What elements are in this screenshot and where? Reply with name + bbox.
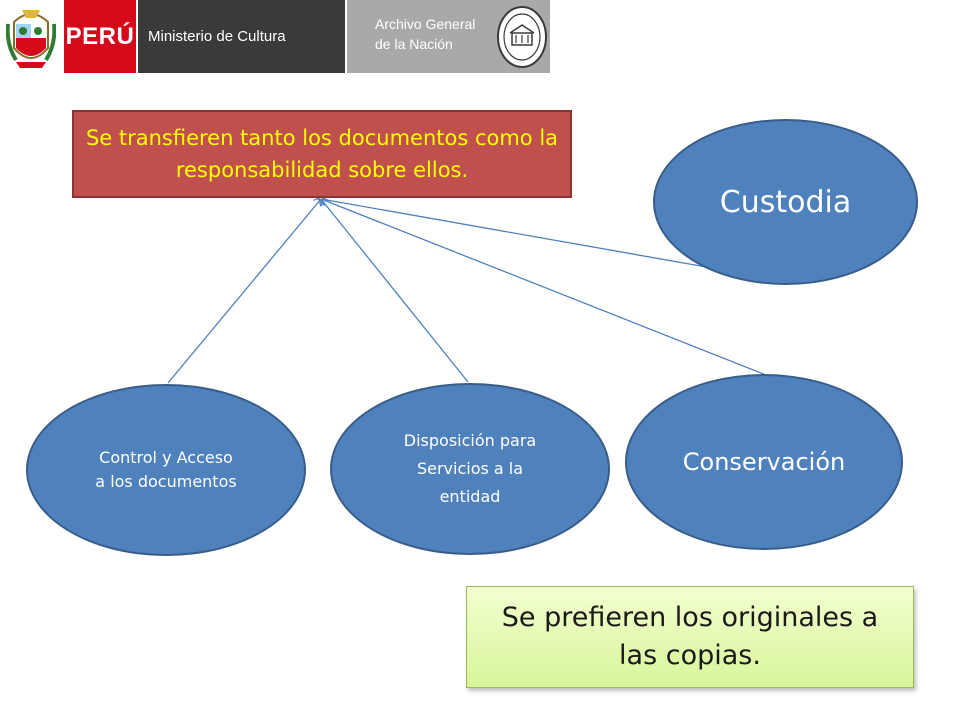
control-label-line-1: Control y Acceso: [99, 448, 233, 467]
control-label-line-2: a los documentos: [95, 472, 237, 491]
peru-logo: PERÚ: [64, 0, 136, 73]
connector-control: [168, 199, 321, 383]
disposicion-label-line-1: Disposición para: [403, 431, 537, 450]
connector-disposicion: [321, 199, 468, 382]
archive-line-1: Archivo General: [375, 16, 476, 32]
conservacion-node: [625, 374, 903, 550]
originals-note-line-2: las copias.: [619, 640, 761, 671]
originals-note-line-1: Se prefieren los originales a: [501, 602, 879, 633]
disposicion-label-line-2: Servicios a la: [416, 459, 524, 478]
transfer-note-text: Se transfieren tanto los documentos como la responsabilidad sobre ellos.: [85, 126, 559, 182]
custodia-node: [653, 119, 918, 285]
conservacion-label: Conservación: [682, 448, 846, 476]
ministry-text: Ministerio de Cultura: [148, 28, 286, 45]
archive-line-2: de la Nación: [375, 36, 453, 52]
transfer-note-box: [72, 110, 572, 198]
disposicion-node: [330, 383, 610, 555]
originals-note-box: [466, 586, 914, 688]
custodia-label: Custodia: [719, 184, 852, 220]
disposicion-label-line-3: entidad: [439, 487, 501, 506]
control-acceso-node: [26, 384, 306, 556]
